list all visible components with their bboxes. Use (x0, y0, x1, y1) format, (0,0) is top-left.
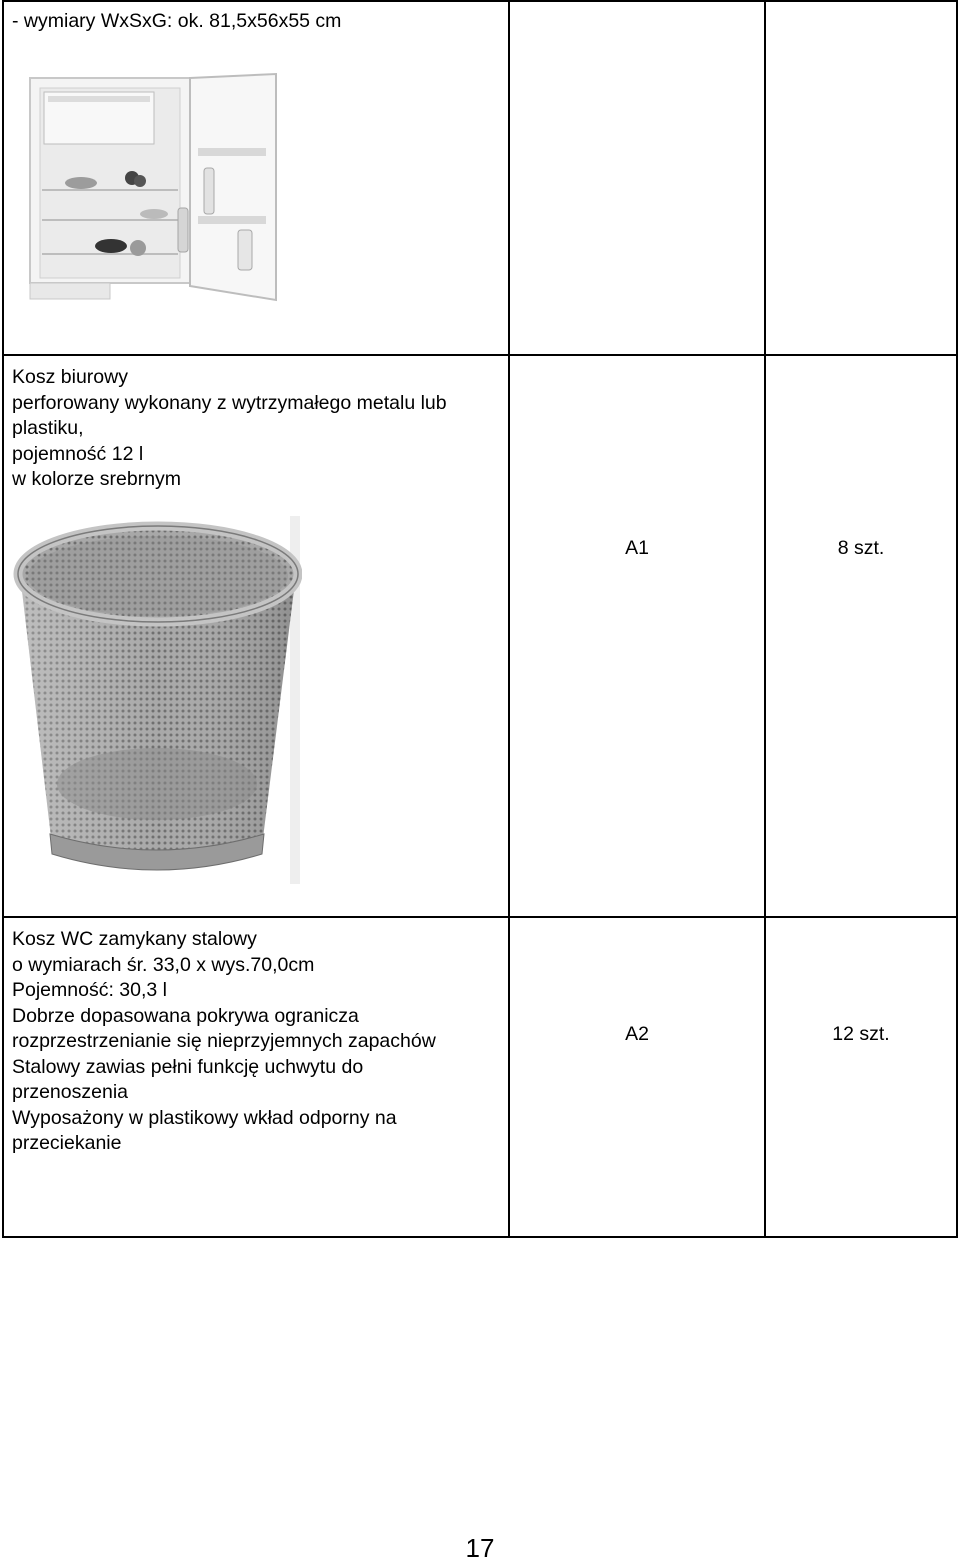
row3-code: A2 (625, 1023, 649, 1045)
row2-quantity: 8 szt. (837, 537, 885, 559)
row1-code-cell (508, 0, 766, 356)
page-number: 17 (465, 1533, 495, 1563)
row3-description-cell (2, 916, 510, 1238)
row3-description: Kosz WC zamykany stalowy o wymiarach śr. 33,0 x wys.70,0cm Pojemność: 30,3 l Dobrze dopasowana pokrywa ogranicza rozprzestrzenianie się nieprzyjemnych zapachów Stalowy zawias pełni funkcję uchwytu do przenoszenia Wyposażony w plastikowy wkład odporny na przeciekanie (12, 928, 436, 1154)
row3-quantity: 12 szt. (832, 1023, 890, 1045)
refrigerator-image (26, 68, 284, 328)
row2-description-cell (2, 354, 510, 918)
row1-description-cell (2, 0, 510, 356)
row3-quantity-cell (764, 916, 958, 1238)
row1-quantity-cell (764, 0, 958, 356)
waste-basket-image (12, 516, 302, 884)
row2-code: A1 (625, 537, 649, 559)
row2-description: Kosz biurowy perforowany wykonany z wytrzymałego metalu lub plastiku, pojemność 12 l w kolorze srebrnym (12, 366, 447, 490)
row2-code-cell (508, 354, 766, 918)
row1-description: - wymiary WxSxG: ok. 81,5x56x55 cm (12, 10, 342, 32)
row2-quantity-cell (764, 354, 958, 918)
row3-code-cell (508, 916, 766, 1238)
product-table (2, 0, 958, 1238)
